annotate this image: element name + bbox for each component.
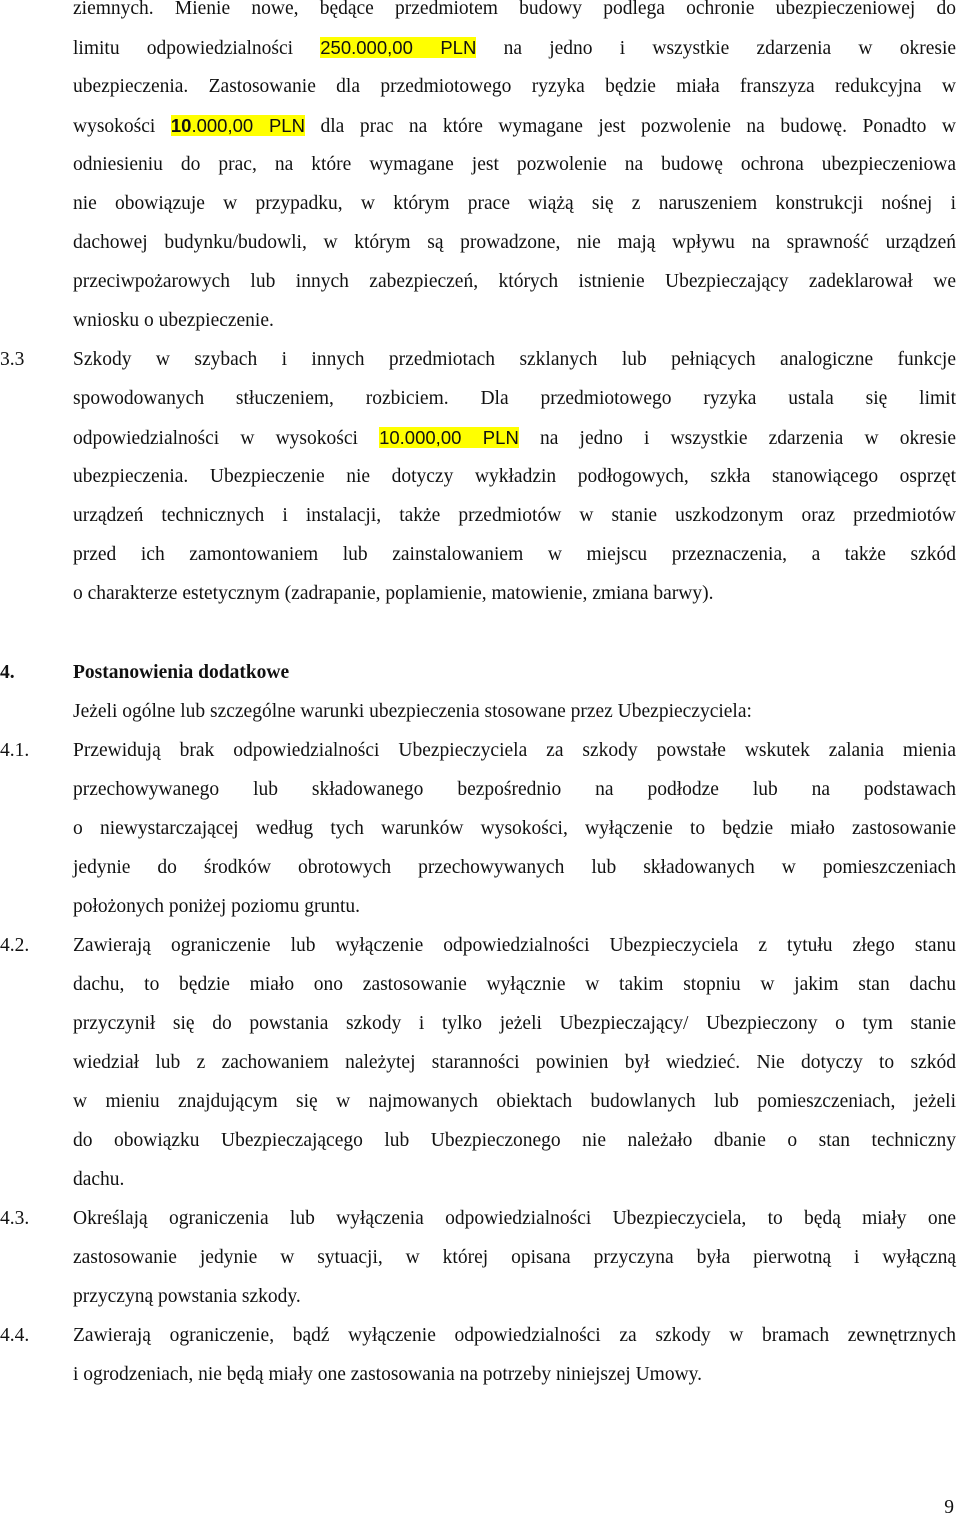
intro-line-1: ziemnych. Mienie nowe, będące przedmiotem budowy podlega ochronie ubezpieczeniowej do — [73, 0, 956, 19]
section-4-1-line-5: położonych poniżej poziomu gruntu. — [73, 896, 361, 917]
section-3-3-line-4: ubezpieczenia. Ubezpieczenie nie dotyczy wykładzin podłogowych, szkła stanowiącego osprzęt — [73, 466, 956, 487]
section-3-3-line-1: Szkody w szybach i innych przedmiotach szklanych lub pełniących analogiczne funkcje — [73, 349, 956, 370]
section-4-1-line-1: Przewidują brak odpowiedzialności Ubezpieczyciela za szkody powstałe wskutek zalania mienia — [73, 740, 956, 761]
section-4-2-line-3: przyczynił się do powstania szkody i tylko jeżeli Ubezpieczający/ Ubezpieczony o tym stanie — [73, 1013, 956, 1034]
section-4-4-line-2: i ogrodzeniach, nie będą miały one zastosowania na potrzeby niniejszej Umowy. — [73, 1364, 703, 1385]
deductible-highlight-rest: .000,00 PLN — [191, 115, 305, 136]
section-4-3-line-1: Określają ograniczenia lub wyłączenia odpowiedzialności Ubezpieczyciela, to będą miały one — [73, 1208, 956, 1229]
section-3-3-line-3-text-b: na jedno i wszystkie zdarzenia w okresie — [539, 428, 957, 449]
intro-line-9: wniosku o ubezpieczenie. — [73, 310, 274, 331]
section-4-1-line-2: przechowywanego lub składowanego bezpośrednio na podłodze lub na podstawach — [73, 779, 956, 800]
section-4-3-line-3: przyczyną powstania szkody. — [73, 1286, 301, 1307]
deductible-highlight-bold: 10 — [170, 115, 192, 136]
intro-line-2 — [73, 36, 956, 61]
intro-line-2-text-b: na jedno i wszystkie zdarzenia w okresie — [503, 38, 957, 59]
section-4-intro: Jeżeli ogólne lub szczególne warunki ubezpieczenia stosowane przez Ubezpieczyciela: — [73, 701, 752, 722]
section-4-number: 4. — [0, 662, 15, 683]
section-4-2-line-7: dachu. — [73, 1169, 125, 1190]
section-4-title: Postanowienia dodatkowe — [73, 662, 290, 683]
section-4-4-line-1: Zawierają ograniczenie, bądź wyłączenie odpowiedzialności za szkody w bramach zewnętrznych — [73, 1325, 956, 1346]
section-3-3-number: 3.3 — [0, 349, 25, 370]
section-4-1-line-4: jedynie do środków obrotowych przechowywanych lub składowanych w pomieszczeniach — [73, 857, 956, 878]
intro-line-8: przeciwpożarowych lub innych zabezpieczeń, których istnienie Ubezpieczający zadeklarował we — [73, 271, 956, 292]
page-number: 9 — [944, 1497, 954, 1518]
intro-line-4 — [73, 114, 956, 139]
section-4-3-number: 4.3. — [0, 1208, 30, 1229]
section-4-3-line-2: zastosowanie jedynie w sytuacji, w której opisana przyczyna była pierwotną i wyłączną — [73, 1247, 956, 1268]
section-4-1-line-3: o niewystarczającej według tych warunków wysokości, wyłączenie to będzie miało zastosowanie — [73, 818, 956, 839]
section-4-2-line-1: Zawierają ograniczenie lub wyłączenie odpowiedzialności Ubezpieczyciela z tytułu złego stanu — [73, 935, 956, 956]
intro-line-6: nie obowiązuje w przypadku, w którym prace wiążą się z naruszeniem konstrukcji nośnej i — [73, 193, 956, 214]
intro-line-5: odniesieniu do prac, na które wymagane jest pozwolenie na budowę ochrona ubezpieczeniowa — [73, 154, 956, 175]
section-3-3-line-5: urządzeń technicznych i instalacji, także przedmiotów w stanie uszkodzonym oraz przedmiotów — [73, 505, 956, 526]
section-3-3-line-6: przed ich zamontowaniem lub zainstalowaniem w miejscu przeznaczenia, a także szkód — [73, 544, 956, 565]
intro-line-7: dachowej budynku/budowli, w którym są prowadzone, nie mają wpływu na sprawność urządzeń — [73, 232, 956, 253]
section-3-3-line-2: spowodowanych stłuczeniem, rozbiciem. Dla przedmiotowego ryzyka ustala się limit — [73, 388, 956, 409]
section-4-2-number: 4.2. — [0, 935, 30, 956]
section-4-2-line-2: dachu, to będzie miało ono zastosowanie wyłącznie w takim stopniu w jakim stan dachu — [73, 974, 956, 995]
intro-line-4-text-b: dla prac na które wymagane jest pozwolenie na budowę. Ponadto w — [320, 116, 957, 137]
section-4-2-line-6: do obowiązku Ubezpieczającego lub Ubezpieczonego nie należało dbanie o stan techniczny — [73, 1130, 956, 1151]
section-4-2-line-4: wiedział lub z zachowaniem należytej staranności powinien był wiedzieć. Nie dotyczy to szkód — [73, 1052, 956, 1073]
limit-highlight: 250.000,00 PLN — [320, 37, 477, 58]
section-4-4-number: 4.4. — [0, 1325, 30, 1346]
section-4-2-line-5: w mieniu znajdującym się w najmowanych obiektach budowlanych lub pomieszczeniach, jeżeli — [73, 1091, 956, 1112]
section-4-1-number: 4.1. — [0, 740, 30, 761]
section-3-3-line-3 — [73, 426, 956, 451]
intro-line-4-text-a: wysokości — [73, 116, 156, 137]
intro-line-3: ubezpieczenia. Zastosowanie dla przedmiotowego ryzyka będzie miała franszyza redukcyjna w — [73, 76, 956, 97]
glass-limit-highlight: 10.000,00 PLN — [379, 427, 519, 448]
section-3-3-line-3-text-a: odpowiedzialności w wysokości — [73, 428, 358, 449]
section-3-3-line-7: o charakterze estetycznym (zadrapanie, poplamienie, matowienie, zmiana barwy). — [73, 583, 714, 604]
deductible-highlight — [171, 115, 305, 136]
intro-line-2-text-a: limitu odpowiedzialności — [73, 38, 294, 59]
